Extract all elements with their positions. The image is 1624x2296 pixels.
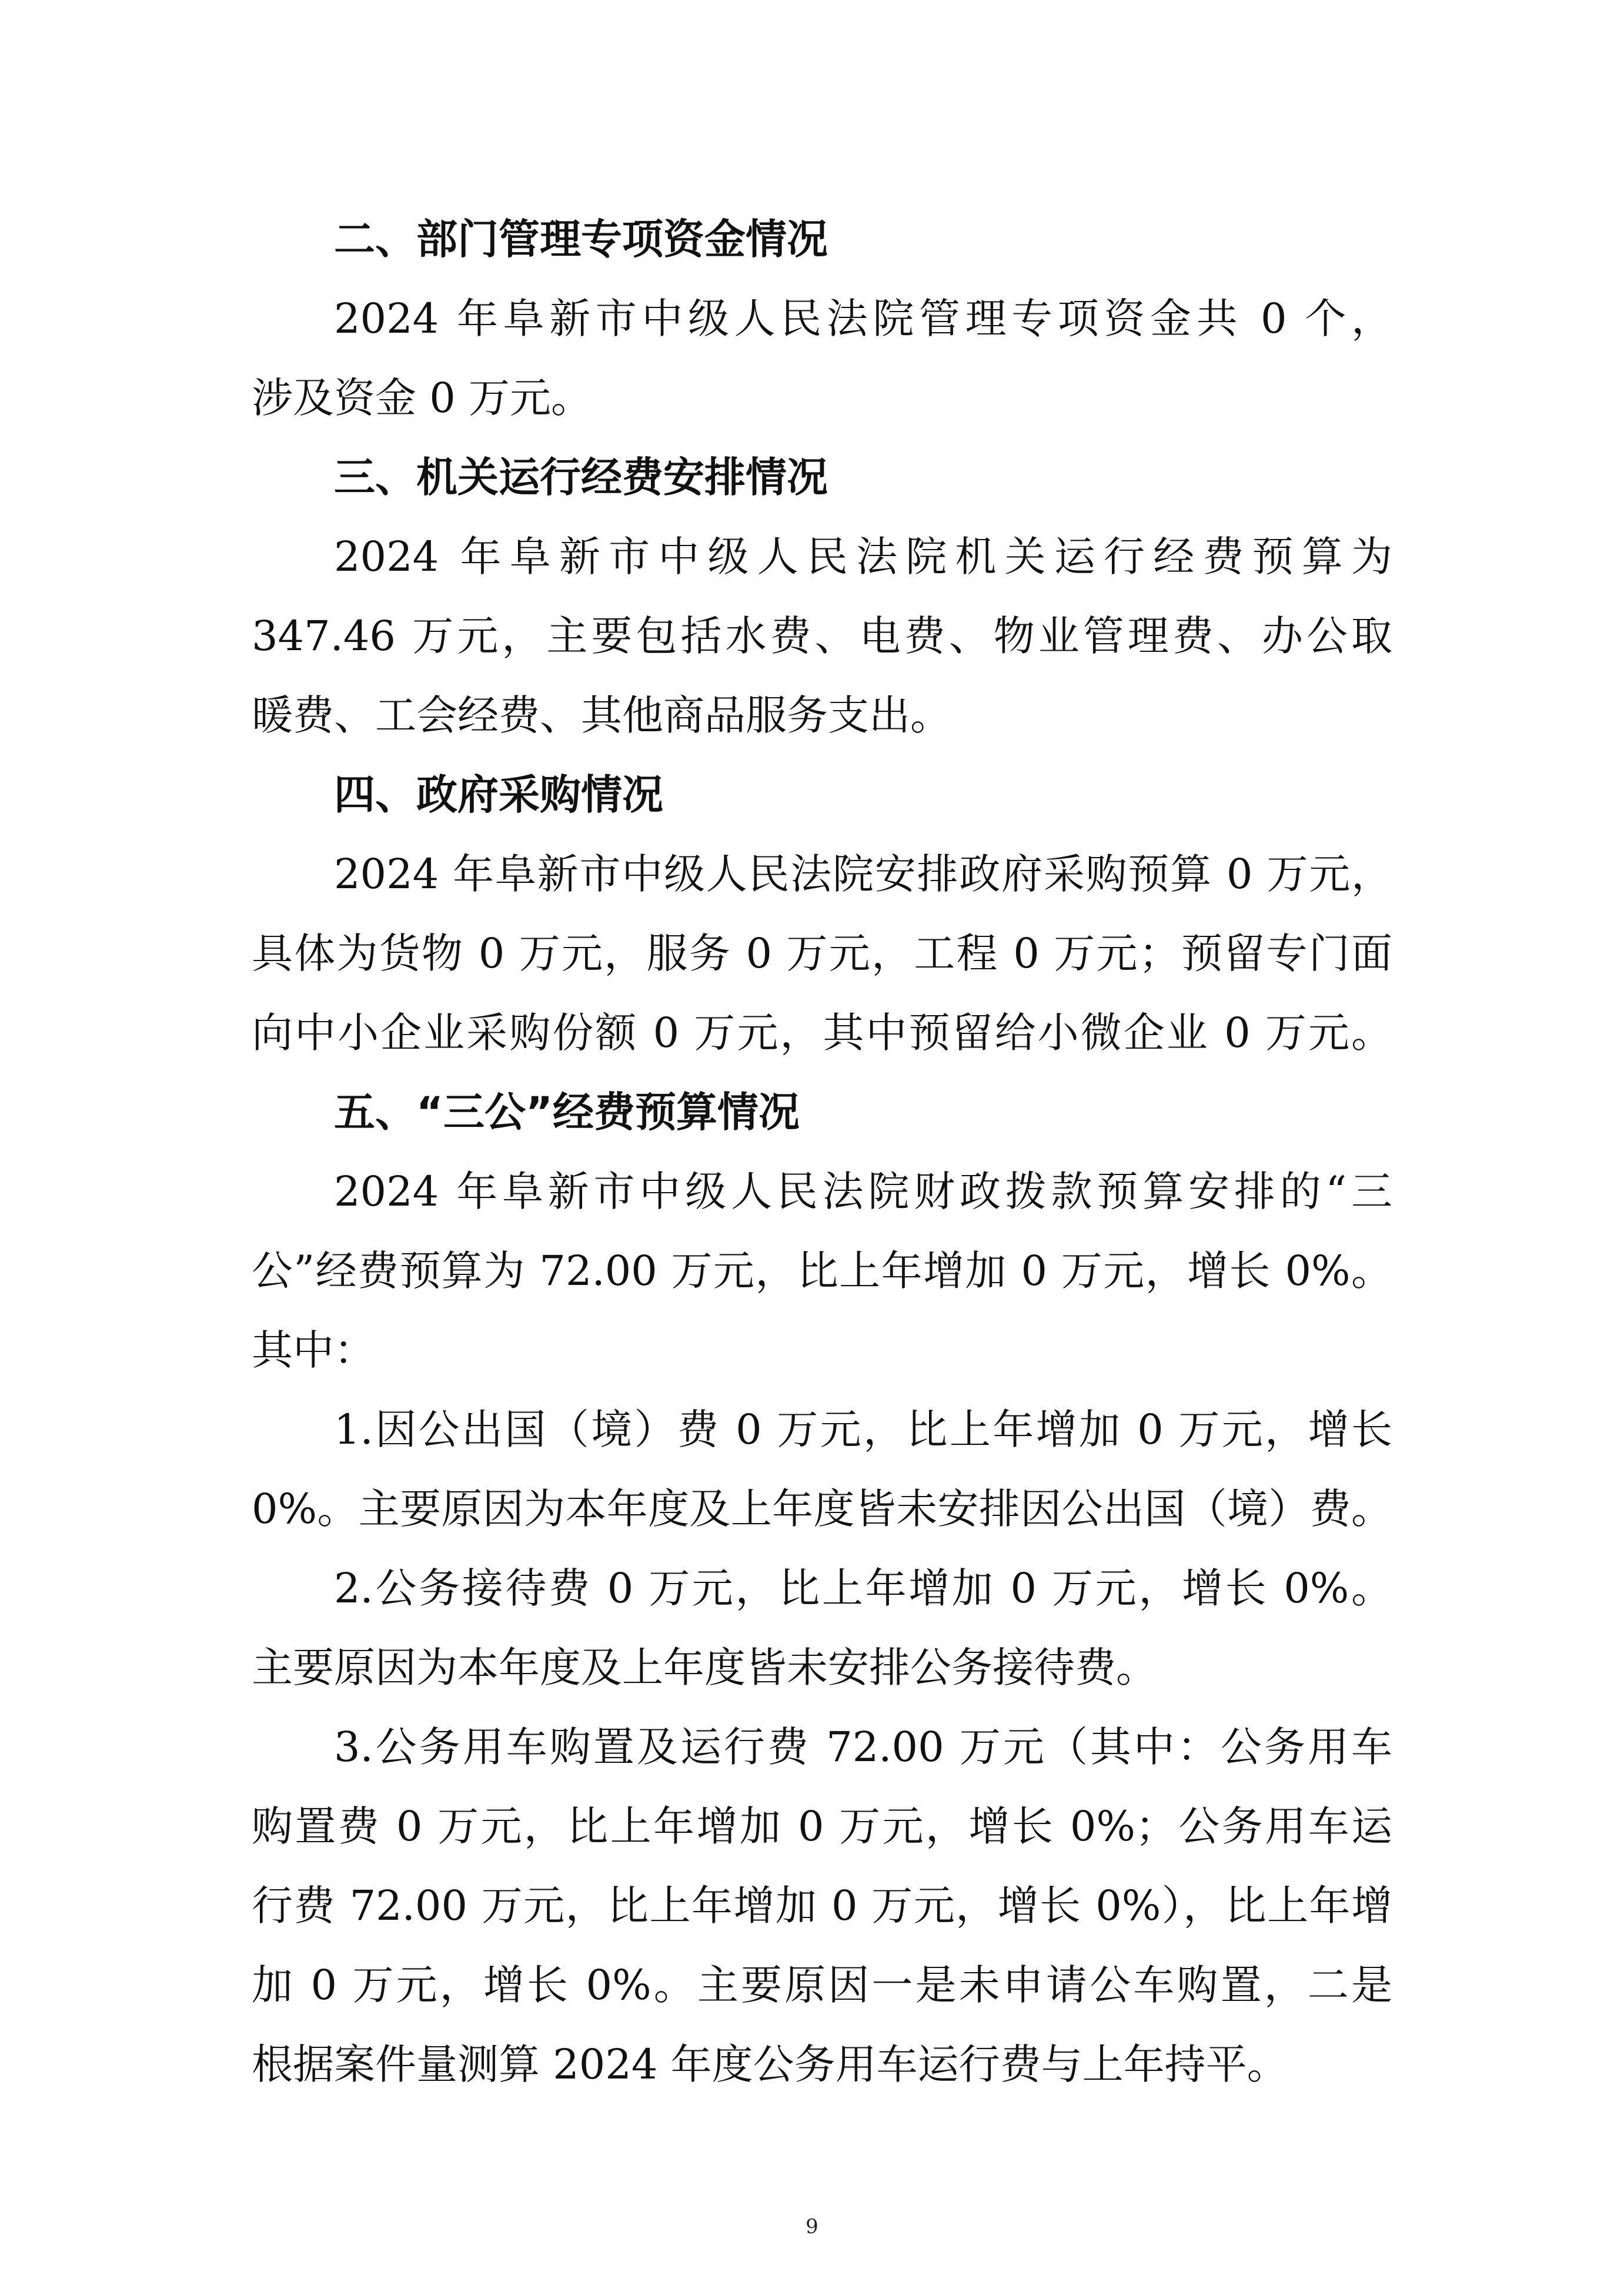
section-5-heading: 五、“三公”经费预算情况	[334, 1088, 800, 1136]
section-4-line-2: 具体为货物 0 万元，服务 0 万元，工程 0 万元；预留专门面	[252, 929, 1392, 978]
section-5-line-3: 其中：	[252, 1326, 375, 1374]
item-3-line-3: 行费 72.00 万元，比上年增加 0 万元，增长 0%），比上年增	[252, 1882, 1392, 1930]
section-4-line-1: 2024 年阜新市中级人民法院安排政府采购预算 0 万元，	[334, 850, 1392, 898]
item-3-line-4: 加 0 万元，增长 0%。主要原因一是未申请公车购置，二是	[252, 1961, 1392, 2009]
section-3-line-1: 2024 年阜新市中级人民法院机关运行经费预算为	[334, 533, 1392, 581]
section-3-heading: 三、机关运行经费安排情况	[334, 453, 828, 501]
section-3-line-2: 347.46 万元，主要包括水费、电费、物业管理费、办公取	[252, 612, 1392, 660]
item-2-line-2: 主要原因为本年度及上年度皆未安排公务接待费。	[252, 1644, 1157, 1692]
page-number: 9	[806, 2215, 818, 2238]
section-3-line-3: 暖费、工会经费、其他商品服务支出。	[252, 691, 951, 739]
section-2-line-2: 涉及资金 0 万元。	[252, 374, 593, 422]
section-5-line-2: 公”经费预算为 72.00 万元，比上年增加 0 万元，增长 0%。	[252, 1247, 1392, 1295]
item-2-line-1: 2.公务接待费 0 万元，比上年增加 0 万元，增长 0%。	[334, 1564, 1392, 1612]
item-1-line-2: 0%。主要原因为本年度及上年度皆未安排因公出国（境）费。	[252, 1485, 1392, 1533]
section-4-line-3: 向中小企业采购份额 0 万元，其中预留给小微企业 0 万元。	[252, 1009, 1392, 1057]
section-2-line-1: 2024 年阜新市中级人民法院管理专项资金共 0 个，	[334, 294, 1392, 343]
item-3-line-5: 根据案件量测算 2024 年度公务用车运行费与上年持平。	[252, 2040, 1288, 2089]
item-1-line-1: 1.因公出国（境）费 0 万元，比上年增加 0 万元，增长	[334, 1405, 1392, 1454]
section-2-heading: 二、部门管理专项资金情况	[334, 215, 828, 263]
section-4-heading: 四、政府采购情况	[334, 771, 663, 819]
section-5-line-1: 2024 年阜新市中级人民法院财政拨款预算安排的“三	[334, 1167, 1392, 1216]
item-3-line-1: 3.公务用车购置及运行费 72.00 万元（其中：公务用车	[334, 1723, 1392, 1771]
item-3-line-2: 购置费 0 万元，比上年增加 0 万元，增长 0%；公务用车运	[252, 1802, 1392, 1850]
